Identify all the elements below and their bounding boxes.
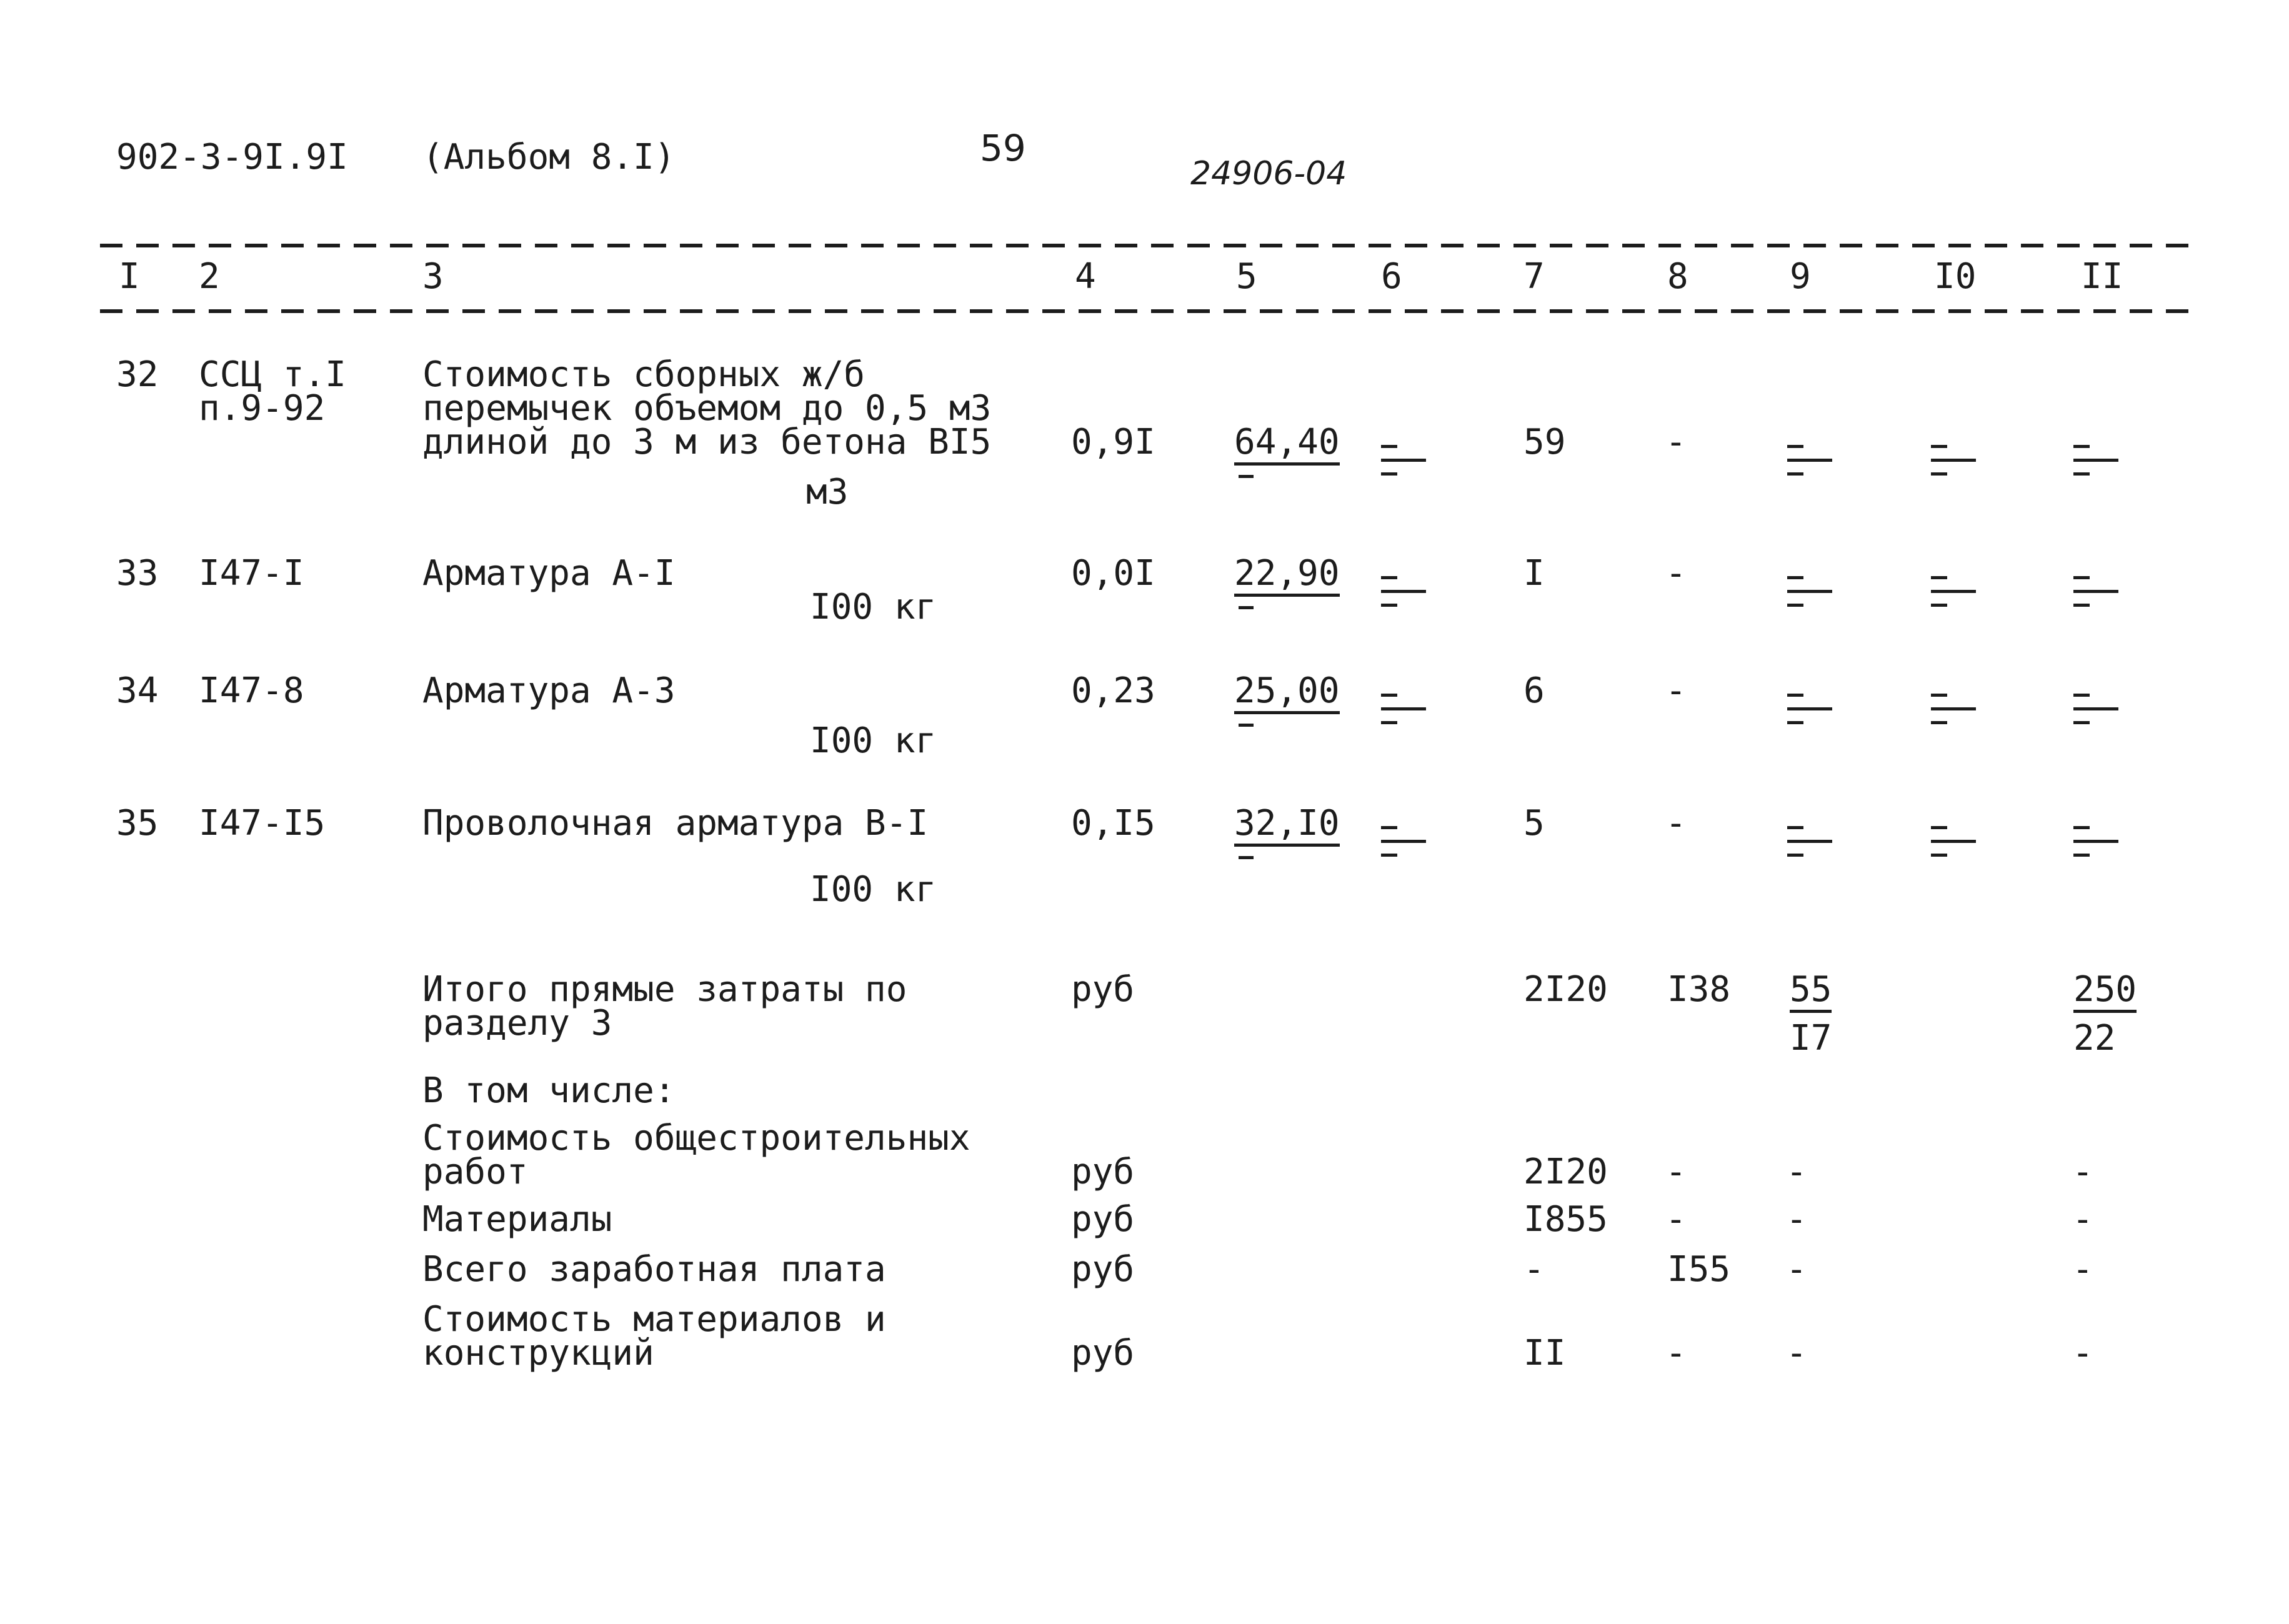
price-ditto-mark: [1239, 606, 1254, 609]
col11-ditto-mark: [2073, 694, 2090, 697]
row-description: Проволочная арматура В-I: [422, 803, 929, 844]
row-total: 59: [1524, 422, 1566, 462]
summary-item-col7: II: [1524, 1333, 1566, 1373]
row-code: I47-I5: [199, 803, 326, 844]
summary-item-col9: -: [1786, 1333, 1807, 1373]
col10-ditto-mark: [1931, 694, 1947, 697]
col11-ditto-mark: [2073, 826, 2090, 829]
album-label: (Альбом 8.I): [422, 137, 676, 177]
price-ditto-mark: [1239, 724, 1254, 727]
summary-item-unit: руб: [1071, 1152, 1135, 1192]
handwritten-number: 24906-04: [1190, 155, 1347, 192]
summary-item-col8: -: [1665, 1333, 1687, 1373]
summary-item-label-line2: работ: [422, 1152, 528, 1192]
col9-ditto-mark: [1787, 445, 1803, 448]
col10-ditto-mark: [1931, 576, 1947, 579]
price-ditto-mark: [1239, 475, 1254, 478]
summary-item-label: Всего заработная плата: [422, 1249, 886, 1290]
col6-ditto-mark: [1381, 472, 1397, 476]
col10-ditto-mark: [1931, 445, 1947, 448]
row-number: 33: [116, 553, 159, 594]
col10-ditto-mark: [1931, 472, 1947, 476]
col-header-5: 5: [1236, 256, 1257, 297]
row-quantity: 0,9I: [1071, 422, 1155, 462]
col10-ditto-mark: [1931, 854, 1947, 857]
summary-item-col9: -: [1786, 1249, 1807, 1290]
col9-ditto-mark: [1787, 459, 1832, 462]
col10-ditto-mark: [1931, 590, 1976, 593]
row-unit-price: 64,40: [1234, 425, 1340, 466]
row-col8: -: [1665, 670, 1687, 711]
row-unit: I00 кг: [810, 587, 937, 627]
header-bottom-rule: [100, 309, 2200, 313]
row-quantity: 0,0I: [1071, 553, 1155, 594]
col6-ditto-mark: [1381, 590, 1426, 593]
summary-total-unit: руб: [1071, 969, 1135, 1010]
summary-item-col8: I55: [1667, 1249, 1731, 1290]
document-code: 902-3-9I.9I: [116, 137, 348, 177]
col6-ditto-mark: [1381, 604, 1397, 607]
col11-ditto-mark: [2073, 604, 2090, 607]
summary-item-col7: 2I20: [1524, 1152, 1608, 1192]
row-col8: -: [1665, 553, 1687, 594]
row-description-line3: длиной до 3 м из бетона ВI5: [422, 422, 992, 462]
summary-total-col9-bottom: I7: [1790, 1018, 1832, 1059]
row-total: I: [1524, 553, 1545, 594]
col-header-7: 7: [1524, 256, 1545, 297]
summary-total-col8: I38: [1667, 969, 1731, 1010]
col11-ditto-mark: [2073, 590, 2118, 593]
col11-ditto-mark: [2073, 576, 2090, 579]
row-description: Арматура А-3: [422, 670, 676, 711]
col-header-2: 2: [199, 256, 220, 297]
summary-item-col11: -: [2072, 1152, 2093, 1192]
summary-item-col8: -: [1665, 1152, 1687, 1192]
summary-item-unit: руб: [1071, 1249, 1135, 1290]
summary-item-col11: -: [2072, 1199, 2093, 1240]
summary-total-label-line2: разделу 3: [422, 1003, 612, 1044]
including-label: В том числе:: [422, 1070, 676, 1111]
col10-ditto-mark: [1931, 604, 1947, 607]
col6-ditto-mark: [1381, 826, 1397, 829]
col6-ditto-mark: [1381, 459, 1426, 462]
col9-ditto-mark: [1787, 472, 1803, 476]
row-unit: I00 кг: [810, 869, 937, 910]
header-top-rule: [100, 244, 2200, 247]
summary-item-col7: -: [1524, 1249, 1545, 1290]
row-col8: -: [1665, 422, 1687, 462]
col6-ditto-mark: [1381, 721, 1397, 724]
summary-total-label: Итого прямые затраты по: [422, 969, 907, 1010]
summary-item-label-line2: конструкций: [422, 1333, 654, 1373]
row-number: 35: [116, 803, 159, 844]
col6-ditto-mark: [1381, 694, 1397, 697]
col11-ditto-mark: [2073, 472, 2090, 476]
col11-ditto-mark: [2073, 707, 2118, 710]
col9-ditto-mark: [1787, 576, 1803, 579]
row-quantity: 0,I5: [1071, 803, 1155, 844]
col10-ditto-mark: [1931, 826, 1947, 829]
row-description: Арматура А-I: [422, 553, 676, 594]
summary-item-col11: -: [2072, 1333, 2093, 1373]
col6-ditto-mark: [1381, 576, 1397, 579]
col9-ditto-mark: [1787, 854, 1803, 857]
col11-ditto-mark: [2073, 445, 2090, 448]
col6-ditto-mark: [1381, 445, 1397, 448]
summary-item-col7: I855: [1524, 1199, 1608, 1240]
col11-ditto-mark: [2073, 459, 2118, 462]
summary-total-col9-top: 55: [1790, 972, 1832, 1013]
row-col8: -: [1665, 803, 1687, 844]
col6-ditto-mark: [1381, 854, 1397, 857]
summary-item-col8: -: [1665, 1199, 1687, 1240]
col11-ditto-mark: [2073, 854, 2090, 857]
row-number: 32: [116, 354, 159, 395]
col-header-10: I0: [1934, 256, 1977, 297]
col-header-6: 6: [1381, 256, 1402, 297]
col9-ditto-mark: [1787, 694, 1803, 697]
row-code: I47-I: [199, 553, 304, 594]
row-total: 5: [1524, 803, 1545, 844]
summary-item-label: Стоимость материалов и: [422, 1299, 886, 1340]
row-unit: I00 кг: [810, 720, 937, 761]
row-unit-price: 25,00: [1234, 674, 1340, 714]
page-number: 59: [980, 127, 1026, 169]
col9-ditto-mark: [1787, 840, 1832, 843]
col-header-4: 4: [1075, 256, 1096, 297]
row-code: ССЦ т.I: [199, 354, 347, 395]
col9-ditto-mark: [1787, 707, 1832, 710]
summary-total-col7: 2I20: [1524, 969, 1608, 1010]
col11-ditto-mark: [2073, 840, 2118, 843]
summary-item-unit: руб: [1071, 1199, 1135, 1240]
summary-item-unit: руб: [1071, 1333, 1135, 1373]
summary-item-col9: -: [1786, 1152, 1807, 1192]
summary-total-col11-bottom: 22: [2073, 1018, 2116, 1059]
col10-ditto-mark: [1931, 707, 1976, 710]
col9-ditto-mark: [1787, 826, 1803, 829]
col9-ditto-mark: [1787, 721, 1803, 724]
row-unit-price: 22,90: [1234, 556, 1340, 597]
col9-ditto-mark: [1787, 590, 1832, 593]
col6-ditto-mark: [1381, 840, 1426, 843]
row-number: 34: [116, 670, 159, 711]
col9-ditto-mark: [1787, 604, 1803, 607]
col6-ditto-mark: [1381, 707, 1426, 710]
summary-item-col11: -: [2072, 1249, 2093, 1290]
col10-ditto-mark: [1931, 721, 1947, 724]
row-code-line2: п.9-92: [199, 388, 326, 429]
col-header-8: 8: [1667, 256, 1688, 297]
price-ditto-mark: [1239, 856, 1254, 859]
summary-item-label: Материалы: [422, 1199, 612, 1240]
row-description: Стоимость сборных ж/б: [422, 354, 865, 395]
row-code: I47-8: [199, 670, 304, 711]
row-total: 6: [1524, 670, 1545, 711]
row-unit: м3: [806, 472, 849, 512]
col-header-9: 9: [1790, 256, 1811, 297]
col10-ditto-mark: [1931, 459, 1976, 462]
row-quantity: 0,23: [1071, 670, 1155, 711]
row-description-line2: перемычек объемом до 0,5 м3: [422, 388, 992, 429]
col-header-11: II: [2081, 256, 2123, 297]
col10-ditto-mark: [1931, 840, 1976, 843]
summary-total-col11-top: 250: [2073, 972, 2137, 1013]
col-header-3: 3: [422, 256, 444, 297]
row-unit-price: 32,I0: [1234, 806, 1340, 847]
summary-item-col9: -: [1786, 1199, 1807, 1240]
col-header-1: I: [119, 256, 140, 297]
col11-ditto-mark: [2073, 721, 2090, 724]
summary-item-label: Стоимость общестроительных: [422, 1118, 970, 1158]
